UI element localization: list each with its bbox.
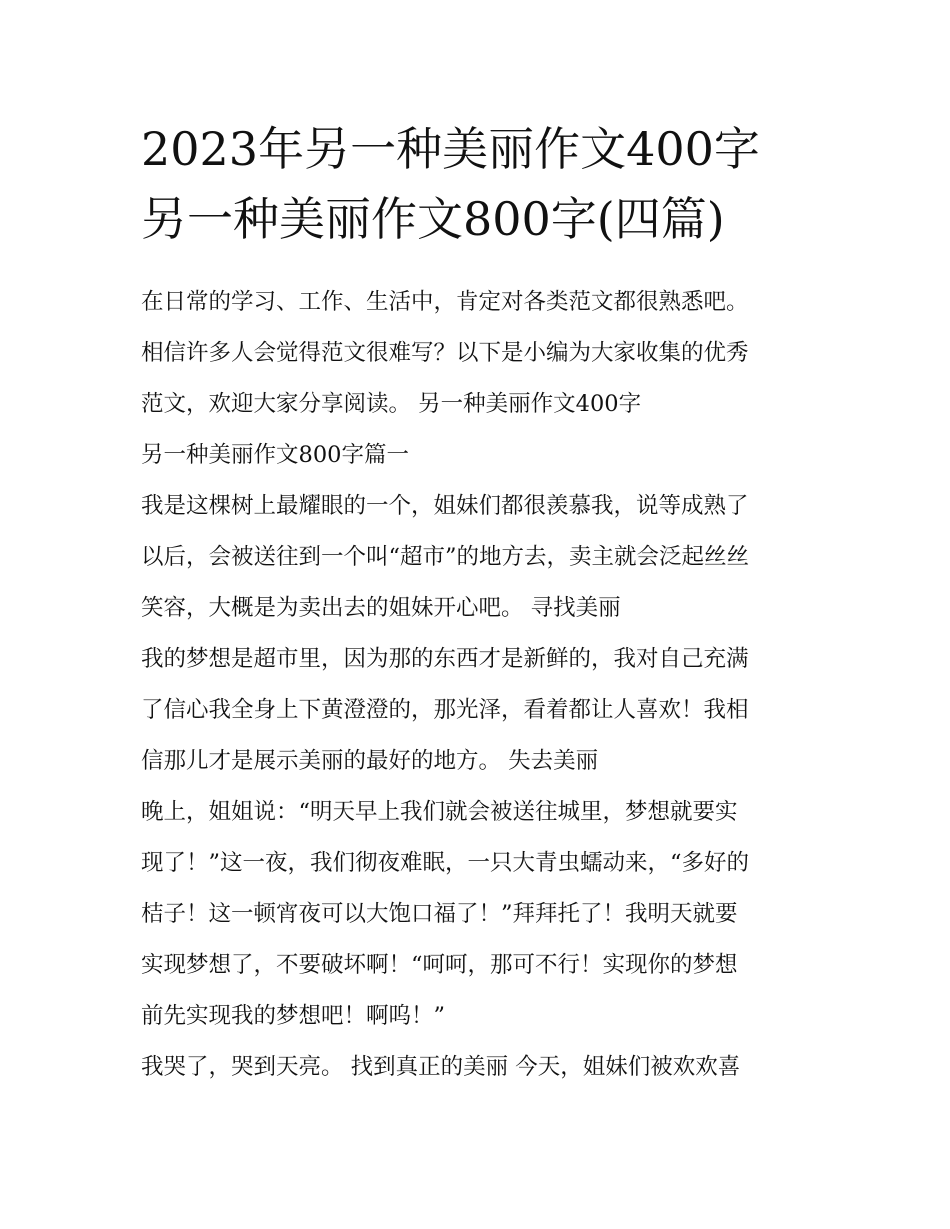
paragraph — [141, 481, 821, 634]
text-line: 我是这棵树上最耀眼的一个，姐妹们都很羡慕我，说等成熟了 — [141, 493, 749, 519]
text-line: 范文，欢迎大家分享阅读。 另一种美丽作文400字 — [141, 391, 642, 417]
text-line: 笑容，大概是为卖出去的姐妹开心吧。 寻找美丽 — [141, 595, 621, 621]
text-line: 晚上，姐姐说：“明天早上我们就会被送往城里，梦想就要实 — [141, 799, 738, 825]
text-line: 信那儿才是展示美丽的最好的地方。 失去美丽 — [141, 748, 599, 774]
text-line: 在日常的学习、工作、生活中，肯定对各类范文都很熟悉吧。 — [141, 289, 749, 315]
text-line: 前先实现我的梦想吧！啊呜！” — [141, 1003, 446, 1029]
text-line: 现了！”这一夜，我们彻夜难眠，一只大青虫蠕动来，“多好的 — [141, 850, 750, 876]
document-title — [141, 114, 821, 254]
paragraph-intro — [141, 277, 821, 430]
text-line: 我的梦想是超市里，因为那的东西才是新鲜的，我对自己充满 — [141, 646, 749, 672]
title-line: 另一种美丽作文800字(四篇) — [141, 192, 725, 246]
text-line: 另一种美丽作文800字篇一 — [141, 442, 409, 468]
text-line: 相信许多人会觉得范文很难写？以下是小编为大家收集的优秀 — [141, 340, 749, 366]
paragraph-section-heading — [141, 430, 821, 481]
paragraph — [141, 1042, 821, 1093]
paragraph — [141, 787, 821, 1042]
title-line: 2023年另一种美丽作文400字 — [141, 122, 760, 176]
document-body — [141, 277, 821, 1093]
paragraph — [141, 634, 821, 787]
text-line: 实现梦想了，不要破坏啊！“呵呵，那可不行！实现你的梦想 — [141, 952, 738, 978]
text-line: 以后，会被送往到一个叫“超市”的地方去，卖主就会泛起丝丝 — [141, 544, 750, 570]
text-line: 我哭了，哭到天亮。 找到真正的美丽 今天，姐妹们被欢欢喜 — [141, 1054, 741, 1080]
text-line: 了信心我全身上下黄澄澄的，那光泽，看着都让人喜欢！我相 — [141, 697, 749, 723]
text-line: 桔子！这一顿宵夜可以大饱口福了！”拜拜托了！我明天就要 — [141, 901, 738, 927]
